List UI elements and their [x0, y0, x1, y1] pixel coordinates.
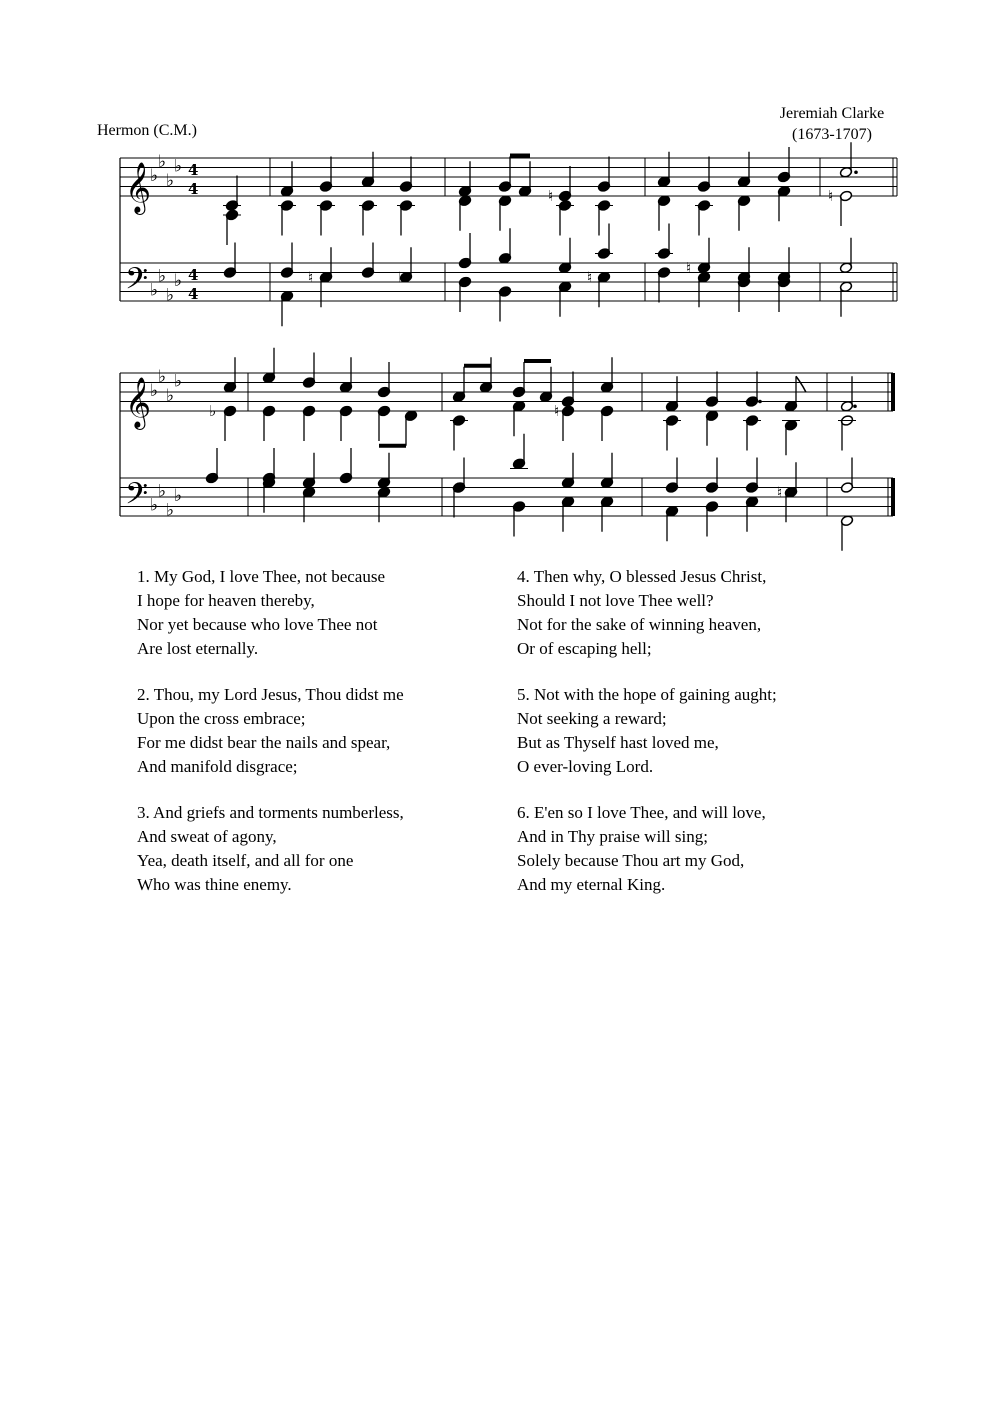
verse-line: 3. And griefs and torments numberless,	[137, 803, 404, 822]
natural-sign: ♮	[686, 258, 692, 277]
natural-sign: ♮	[554, 402, 560, 420]
note-beam	[379, 444, 406, 448]
verse-line: Not for the sake of winning heaven,	[517, 615, 762, 634]
bass-clef-icon: 𝄢	[125, 262, 149, 304]
verse-line: 2. Thou, my Lord Jesus, Thou didst me	[137, 685, 404, 704]
flat-sign: ♭	[150, 381, 159, 401]
flat-sign: ♭	[158, 481, 167, 502]
verse-2	[137, 683, 404, 779]
augmentation-dot	[758, 400, 762, 404]
flat-sign: ♭	[158, 151, 167, 172]
verse-line: 6. E'en so I love Thee, and will love,	[517, 803, 766, 822]
composer-dates: (1673-1707)	[792, 126, 872, 143]
verse-line: 4. Then why, O blessed Jesus Christ,	[517, 567, 767, 586]
time-signature-top: 4	[188, 161, 199, 179]
verse-line: For me didst bear the nails and spear,	[137, 733, 391, 752]
flat-sign: ♭	[158, 266, 167, 287]
time-signature-bottom: 4	[188, 285, 199, 303]
flat-sign: ♭	[150, 280, 159, 301]
verse-line: Upon the cross embrace;	[137, 709, 306, 728]
note-beam	[510, 154, 530, 158]
verse-line: And my eternal King.	[517, 875, 666, 894]
verse-line: I hope for heaven thereby,	[137, 591, 315, 610]
verse-line: Solely because Thou art my God,	[517, 851, 745, 870]
treble-clef-icon: 𝄞	[125, 162, 152, 213]
natural-sign: ♮	[308, 268, 314, 287]
flat-sign: ♭	[166, 500, 175, 521]
flat-sign: ♭	[398, 268, 406, 287]
natural-sign: ♮	[828, 187, 834, 205]
augmentation-dot	[853, 404, 857, 408]
verse-line: And sweat of agony,	[137, 827, 277, 846]
tune-name: Hermon (C.M.)	[97, 122, 197, 139]
verse-line: Nor yet because who love Thee not	[137, 615, 378, 634]
verse-line: Are lost eternally.	[137, 639, 259, 658]
verse-line: Or of escaping hell;	[517, 639, 652, 658]
flat-sign: ♭	[174, 486, 183, 506]
time-signature-top: 4	[188, 266, 199, 284]
verse-line: Should I not love Thee well?	[517, 591, 714, 610]
verse-1	[137, 565, 385, 661]
flat-sign: ♭	[166, 285, 175, 306]
music-score	[0, 0, 992, 560]
note-beam	[464, 364, 491, 368]
natural-sign: ♮	[548, 187, 554, 205]
flat-sign: ♭	[158, 366, 167, 387]
composer-name: Jeremiah Clarke	[779, 105, 885, 122]
flat-sign: ♭	[166, 385, 175, 406]
verse-5	[517, 683, 777, 779]
verse-line: Yea, death itself, and all for one	[137, 851, 354, 870]
verse-4	[517, 565, 766, 661]
natural-sign: ♮	[587, 268, 593, 287]
verse-line: Not seeking a reward;	[517, 709, 667, 728]
verse-line: Who was thine enemy.	[137, 875, 292, 894]
flat-sign: ♭	[166, 170, 175, 191]
augmentation-dot	[854, 170, 858, 174]
natural-sign: ♮	[777, 483, 783, 502]
flat-sign: ♭	[174, 156, 183, 177]
bass-clef-icon: 𝄢	[125, 477, 149, 519]
time-signature-bottom: 4	[188, 180, 199, 198]
verse-line: But as Thyself hast loved me,	[517, 733, 719, 752]
flat-sign: ♭	[150, 495, 159, 516]
treble-clef-icon: 𝄞	[125, 377, 152, 428]
verse-line: And manifold disgrace;	[137, 757, 298, 776]
verse-3	[137, 801, 404, 897]
verse-line: O ever-loving Lord.	[517, 757, 654, 776]
verse-line: And in Thy praise will sing;	[517, 827, 708, 846]
verse-6	[517, 801, 766, 897]
verse-line: 1. My God, I love Thee, not because	[137, 567, 386, 586]
flat-sign: ♭	[209, 402, 217, 420]
flat-sign: ♭	[174, 271, 183, 291]
note-flag	[796, 376, 806, 392]
flat-sign: ♭	[174, 371, 183, 392]
verse-line: 5. Not with the hope of gaining aught;	[517, 685, 777, 704]
note-beam	[524, 359, 551, 363]
flat-sign: ♭	[150, 166, 159, 186]
